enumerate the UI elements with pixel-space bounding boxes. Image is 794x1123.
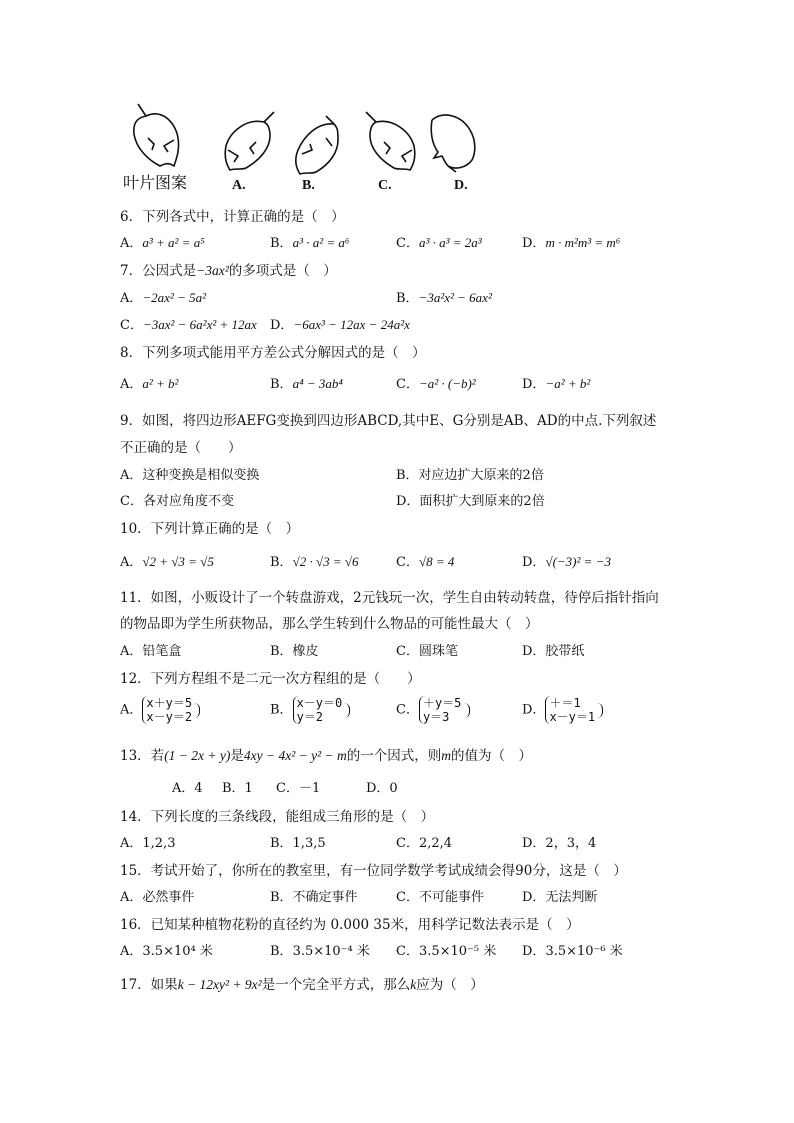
leaf-option-d [431,115,475,172]
leaf-option-a [225,112,274,170]
question-9-option-c[interactable]: C．各对应角度不变 [120,494,234,509]
question-7-option-a[interactable]: A．−2ax² − 5a² [120,290,207,306]
question-10-option-a[interactable]: A．√2 + √3 = √5 [120,554,214,570]
question-11-stem-line2: 的物品即为学生所获物品，那么学生转到什么物品的可能性最大（ ） [120,616,539,632]
question-8-option-d[interactable]: D．−a² + b² [522,376,591,392]
question-9-option-a[interactable]: A．这种变换是相似变换 [120,468,260,483]
leaf-label-a: A. [232,178,246,193]
question-6-stem: 6．下列各式中，计算正确的是（ ） [120,209,345,225]
question-13-option-d[interactable]: D．0 [366,781,398,796]
question-6-option-a[interactable]: A．a³ + a² = a⁵ [120,235,205,251]
question-14-option-c[interactable]: C．2,2,4 [396,836,453,851]
question-12-option-c[interactable]: C． ＋y＝5 y＝3 [396,696,470,724]
question-17-stem: 17．如果k − 12xy² + 9x²是一个完全平方式，那么k应为（ ） [120,977,484,993]
question-14-option-b[interactable]: B．1,3,5 [270,836,326,851]
question-13-stem: 13．若(1 − 2x + y)是4xy − 4x² − y² − m的一个因式，则m的值为（ ） [120,748,533,764]
question-12-option-b[interactable]: B． x－y＝0 y＝2 [270,696,350,724]
question-13-option-c[interactable]: C．－1 [276,781,321,796]
leaf-original [134,104,179,166]
leaf-pattern-caption: 叶片图案 [123,173,188,192]
question-13-option-b[interactable]: B．1 [222,781,253,796]
question-16-option-a[interactable]: A．3.5×10⁴ 米 [120,944,213,959]
question-11-stem-line1: 11．如图，小贩设计了一个转盘游戏，2元钱玩一次，学生自由转动转盘，待停后指针指向 [120,590,659,606]
question-8-option-b[interactable]: B．a⁴ − 3ab⁴ [270,376,343,392]
question-11-option-c[interactable]: C．圆珠笔 [396,644,458,659]
question-14-stem: 14．下列长度的三条线段，能组成三角形的是（ ） [120,809,435,825]
leaf-label-d: D. [454,178,468,193]
question-16-stem: 16．已知某种植物花粉的直径约为 0.000 35米，用科学记数法表示是（ ） [120,917,580,933]
question-15-option-d[interactable]: D．无法判断 [522,890,598,905]
question-12-option-d[interactable]: D． ＋＝1 x－y＝1 [522,696,603,724]
question-7-option-b[interactable]: B．−3a²x² − 6ax² [396,290,492,306]
question-6-option-b[interactable]: B．a³ · a² = a⁶ [270,235,350,251]
question-14-option-d[interactable]: D．2，3，4 [522,836,597,851]
question-8-stem: 8．下列多项式能用平方差公式分解因式的是（ ） [120,345,426,361]
question-12-option-a[interactable]: A． x＋y＝5 x－y＝2 [120,696,200,724]
question-11-option-b[interactable]: B．橡皮 [270,644,319,659]
question-7-option-d[interactable]: D．−6ax³ − 12ax − 24a²x [270,317,410,333]
leaf-label-b: B. [302,178,315,193]
question-15-option-b[interactable]: B．不确定事件 [270,890,358,905]
question-9-stem-line1: 9．如图，将四边形AEFG变换到四边形ABCD,其中E、G分别是AB、AD的中点.下列叙述 [120,413,657,429]
question-15-option-c[interactable]: C．不可能事件 [396,890,484,905]
question-16-option-d[interactable]: D．3.5×10⁻⁶ 米 [522,944,623,959]
question-16-option-c[interactable]: C．3.5×10⁻⁵ 米 [396,944,497,959]
question-9-option-d[interactable]: D．面积扩大到原来的2倍 [396,494,545,509]
question-14-option-a[interactable]: A．1,2,3 [120,836,176,851]
question-6-option-c[interactable]: C．a³ · a³ = 2a³ [396,235,482,251]
question-6-option-d[interactable]: D．m · m²m³ = m⁶ [522,235,621,251]
question-7-option-c[interactable]: C．−3ax² − 6a²x² + 12ax [120,317,257,333]
question-10-option-d[interactable]: D．√(−3)² = −3 [522,554,611,570]
question-11-option-a[interactable]: A．铅笔盒 [120,644,182,659]
question-16-option-b[interactable]: B．3.5×10⁻⁴ 米 [270,944,370,959]
question-9-stem-line2: 不正确的是（ ） [120,440,242,456]
question-9-option-b[interactable]: B．对应边扩大原来的2倍 [396,468,544,483]
leaf-option-b [296,116,338,174]
leaf-label-c: C. [378,178,392,193]
question-7-stem: 7．公因式是−3ax²的多项式是（ ） [120,263,337,279]
question-8-option-a[interactable]: A．a² + b² [120,376,179,392]
question-10-stem: 10．下列计算正确的是（ ） [120,521,300,537]
question-10-option-c[interactable]: C．√8 = 4 [396,554,455,570]
question-11-option-d[interactable]: D．胶带纸 [522,644,585,659]
question-15-option-a[interactable]: A．必然事件 [120,890,195,905]
leaf-option-c [366,112,415,170]
question-8-option-c[interactable]: C．−a² · (−b)² [396,376,476,392]
question-10-option-b[interactable]: B．√2 · √3 = √6 [270,554,359,570]
question-13-option-a[interactable]: A．4 [172,781,203,796]
question-15-stem: 15．考试开始了，你所在的教室里，有一位同学数学考试成绩会得90分，这是（ ） [120,863,627,879]
question-12-stem: 12．下列方程组不是二元一次方程组的是（ ） [120,671,421,687]
